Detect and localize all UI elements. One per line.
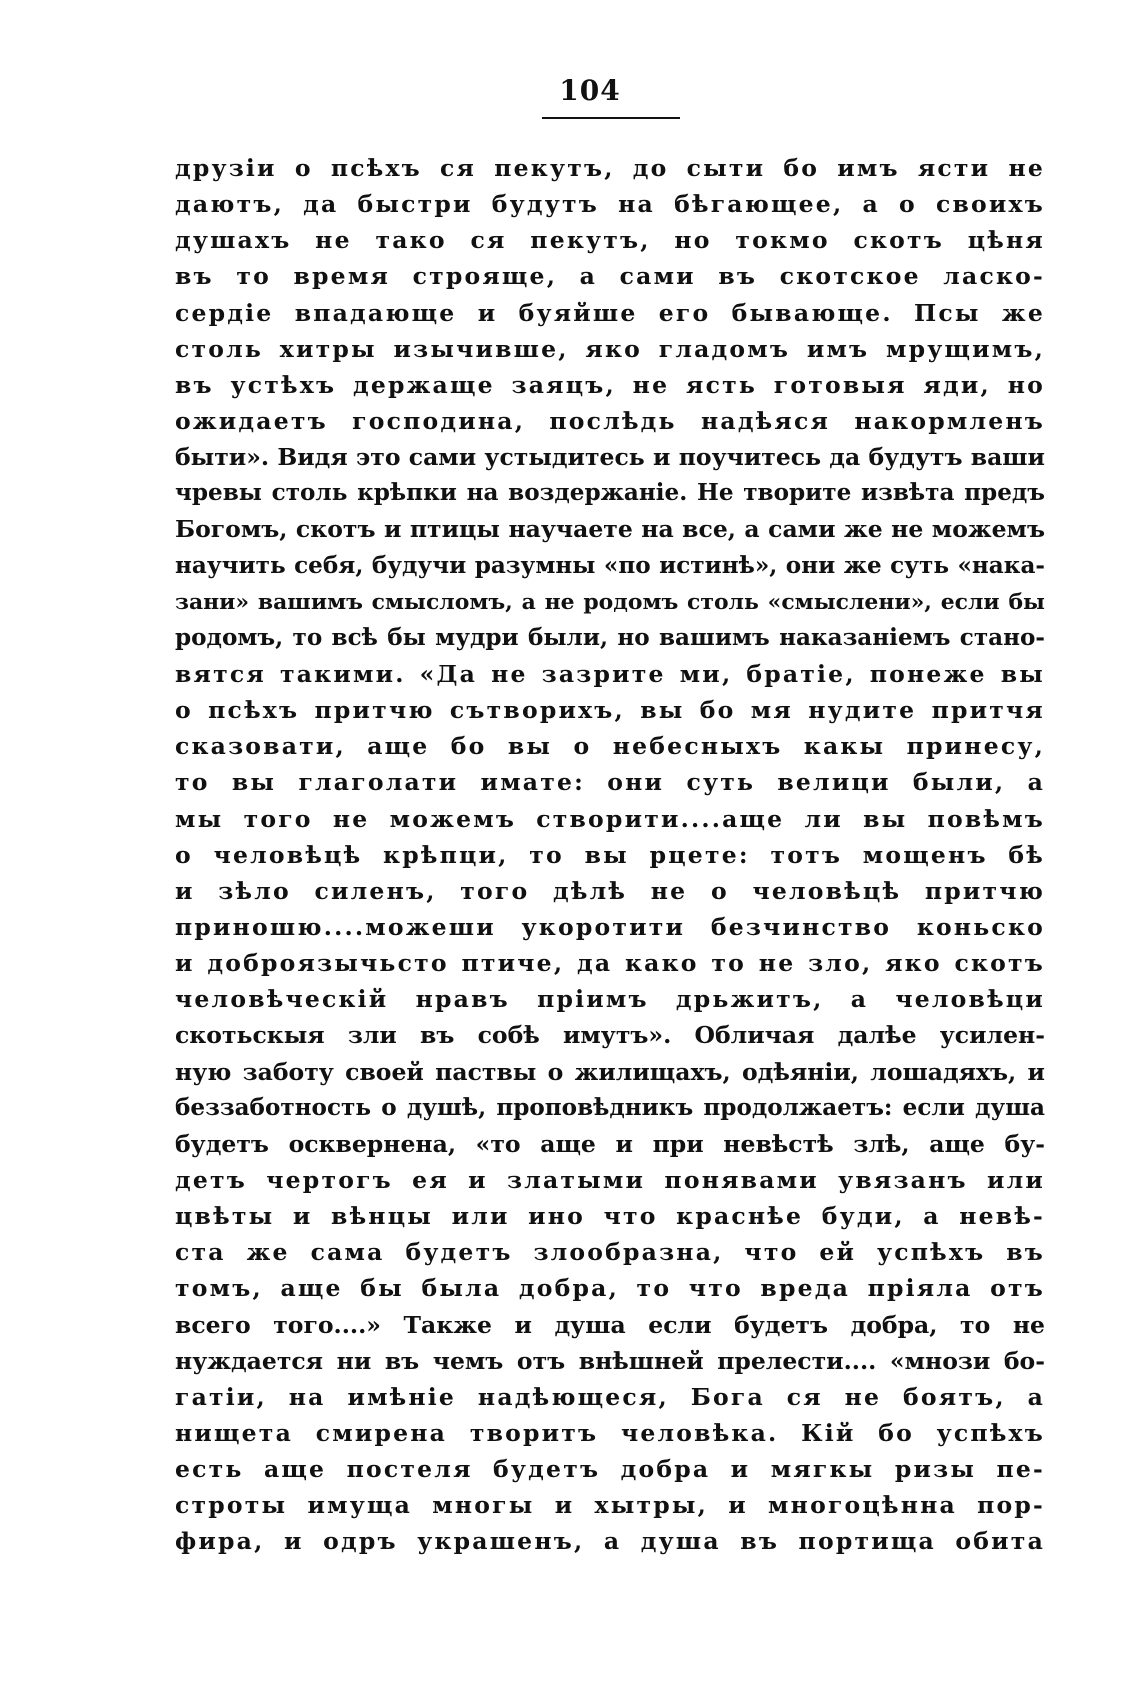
text-line: и доброязычьсто птиче, да како то не зло, яко скотъ [175,949,1045,978]
page-number: 104 [559,74,621,107]
text-line: сердіе впадающе и буяйше его бывающе. Псы же [175,298,1045,327]
text-line: въ то время строяще, а сами въ скотское ласко- [175,262,1045,291]
text-line: ожидаетъ господина, послѣдь надѣяся накормленъ [175,406,1045,435]
text-line: вятся такими. «Да не зазрите ми, братіе, понеже вы [175,659,1045,688]
text-line: друзіи о псѣхъ ся пекутъ, до сыти бо имъ ясти не [175,154,1045,182]
text-line: цвѣты и вѣнцы или ино что краснѣе буди, а невѣ- [175,1202,1045,1231]
text-line: быти». Видя это сами устыдитесь и поучитесь да будутъ ваши [175,443,1045,472]
text-line: чревы столь крѣпки на воздержаніе. Не творите извѣта предъ [175,479,1045,507]
header-rule [542,117,680,119]
text-line: научить себя, будучи разумны «по истинѣ», они же суть «нака- [175,551,1045,579]
text-line: приношю....можеши укоротити безчинство коньско [175,912,1045,941]
text-line: всего того....» Также и душа если будетъ добра, то не [175,1310,1045,1339]
text-line: строты имуща многы и хытры, и многоцѣнна пор- [175,1491,1045,1520]
text-line: мы того не можемъ створити....аще ли вы повѣмъ [175,804,1045,833]
text-line: есть аще постеля будетъ добра и мягкы ризы пе- [175,1455,1045,1484]
text-line: скотьскыя зли въ собѣ имутъ». Обличая далѣе усилен- [175,1021,1045,1050]
text-line: гатіи, на имѣніе надѣющеся, Бога ся не боятъ, а [175,1382,1045,1411]
text-line: о человѣцѣ крѣпци, то вы рцете: тотъ мощенъ бѣ [175,840,1045,869]
text-line: то вы глаголати имате: они суть велици были, а [175,768,1045,797]
text-line: родомъ, то всѣ бы мудри были, но вашимъ наказаніемъ стано- [175,623,1045,651]
text-line: нуждается ни въ чемъ отъ внѣшней прелести.... «мнози бо- [175,1346,1045,1375]
text-line: сказовати, аще бо вы о небесныхъ какы принесу, [175,732,1045,761]
text-line: Богомъ, скотъ и птицы научаете на все, а сами же не можемъ [175,515,1045,544]
text-line: ную заботу своей паствы о жилищахъ, одѣяніи, лошадяхъ, и [175,1057,1045,1086]
body-text [175,150,1045,1559]
text-line: о псѣхъ притчю сътворихъ, вы бо мя нудите притчя [175,696,1045,725]
text-line: томъ, аще бы была добра, то что вреда пріяла отъ [175,1274,1045,1303]
text-line: даютъ, да быстри будутъ на бѣгающее, а о своихъ [175,190,1045,219]
text-line: ста же сама будетъ злообразна, что ей успѣхъ въ [175,1238,1045,1267]
text-line: въ устѣхъ держаще заяцъ, не ясть готовыя яди, но [175,370,1045,399]
text-line: будетъ осквернена, «то аще и при невѣстѣ злѣ, аще бу- [175,1129,1045,1158]
text-line: беззаботность о душѣ, проповѣдникъ продолжаетъ: если душа [175,1093,1045,1121]
text-line: детъ чертогъ ея и златыми понявами увязанъ или [175,1165,1045,1194]
text-line: душахъ не тако ся пекутъ, но токмо скотъ цѣня [175,226,1045,255]
text-line: человѣческій нравъ пріимъ дрьжитъ, а человѣци [175,985,1045,1014]
text-line: столь хитры изычивше, яко гладомъ имъ мрущимъ, [175,334,1045,363]
text-line: зани» вашимъ смысломъ, а не родомъ столь «смыслени», если бы [175,588,1045,615]
text-line: нищета смирена творитъ человѣка. Кій бо успѣхъ [175,1418,1045,1447]
text-line: и зѣло силенъ, того дѣлѣ не о человѣцѣ притчю [175,876,1045,905]
text-line: фира, и одръ украшенъ, а душа въ портища обита [175,1527,1045,1556]
